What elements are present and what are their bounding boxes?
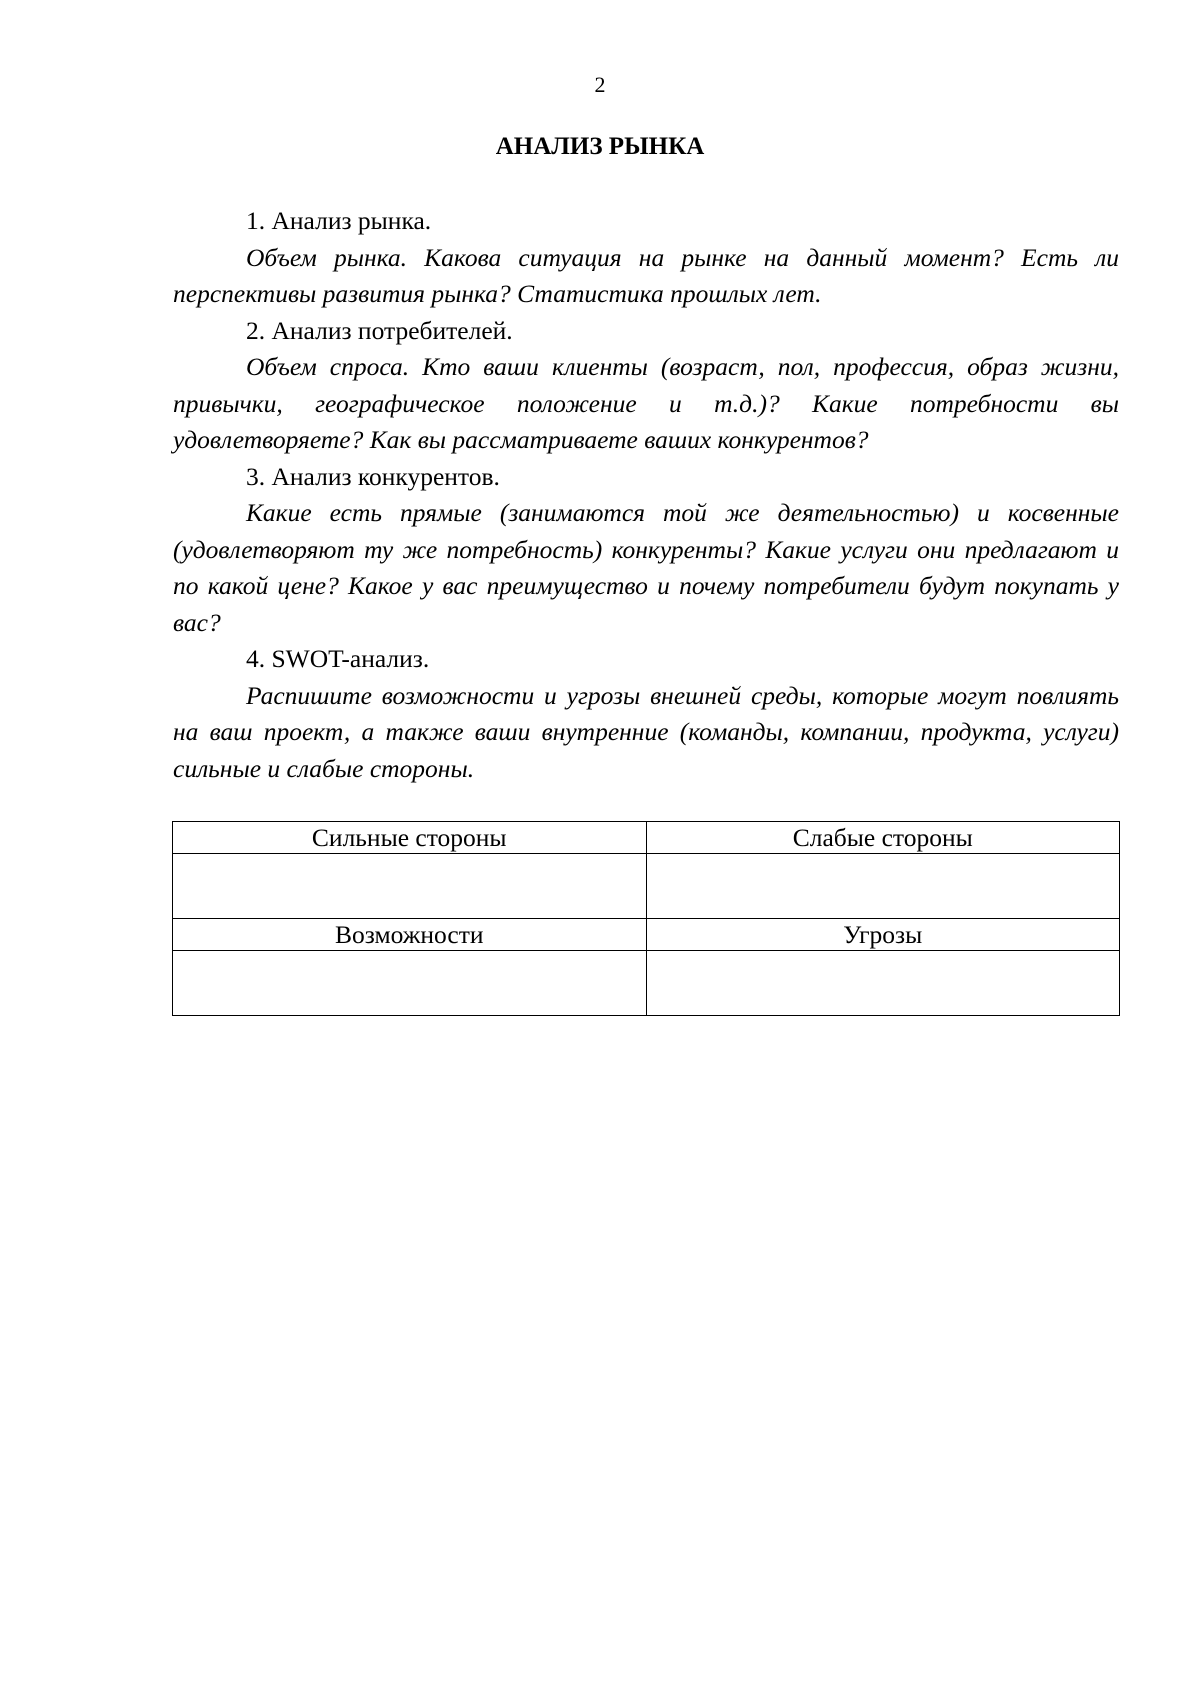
section-text-competitors: Какие есть прямые (занимаются той же деятельностью) и косвенные (удовлетворяют ту же потребность) конкуренты? Какие услуги они предлагают и по какой цене? Какое у вас преимущество и почему потребители будут покупать у вас? (173, 498, 1119, 637)
document-body (173, 203, 1119, 787)
swot-row-external-values (173, 951, 1120, 1016)
section-heading-competitors: 3. Анализ конкурентов. (246, 461, 500, 491)
page-title: АНАЛИЗ РЫНКА (495, 133, 705, 160)
weaknesses-value-cell[interactable] (646, 854, 1120, 919)
threats-header-cell: Угрозы (646, 919, 1120, 951)
swot-table (172, 821, 1120, 1016)
threats-value-cell[interactable] (646, 951, 1120, 1016)
swot-row-internal-values (173, 854, 1120, 919)
section-text-consumers: Объем спроса. Кто ваши клиенты (возраст, пол, профессия, образ жизни, привычки, географическое положение и т.д.)? Какие потребности вы удовлетворяете? Как вы рассматриваете ваших конкурентов? (173, 352, 1119, 454)
section-heading-market: 1. Анализ рынка. (246, 206, 432, 235)
section-heading-swot: 4. SWOT-анализ. (246, 644, 430, 673)
section-heading-consumers: 2. Анализ потребителей. (246, 315, 513, 345)
section-text-swot: Распишите возможности и угрозы внешней среды, которые могут повлиять на ваш проект, а также ваши внутренние (команды, компании, продукта, услуги) сильные и слабые стороны. (173, 680, 1119, 783)
section-text-market: Объем рынка. Какова ситуация на рынке на данный момент? Есть ли перспективы развития рынка? Статистика прошлых лет. (173, 242, 1119, 308)
strengths-header-cell: Сильные стороны (173, 822, 647, 854)
swot-header-row-internal (173, 822, 1120, 854)
weaknesses-header-cell: Слабые стороны (646, 822, 1120, 854)
page-number: 2 (594, 72, 606, 97)
swot-header-row-external (173, 919, 1120, 951)
opportunities-value-cell[interactable] (173, 951, 647, 1016)
strengths-value-cell[interactable] (173, 854, 647, 919)
opportunities-header-cell: Возможности (173, 919, 647, 951)
